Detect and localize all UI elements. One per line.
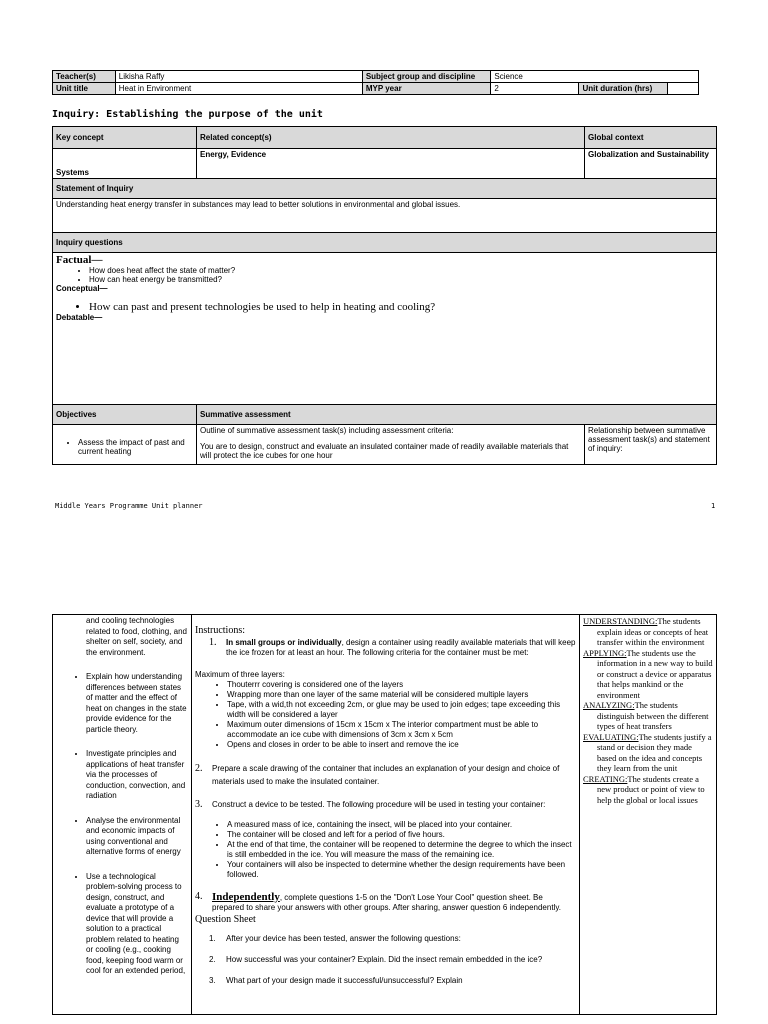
conceptual-list — [56, 301, 713, 313]
step-1 — [195, 638, 576, 658]
objective-item: • Use a technological problem-solving process to design, construct, and evaluate a prototype of a device that will provide a solution to a practical problem related to heating or cooling (e.g., cooking food, keeping food warm or cool for an extended period, — [86, 872, 187, 977]
statement-text: Understanding heat energy transfer in substances may lead to better solutions in environmental and global issues. — [53, 199, 717, 233]
factual-label: Factual— — [56, 254, 103, 266]
subject-label: Subject group and discipline — [362, 71, 491, 83]
global-context-label: Global context — [585, 127, 717, 149]
procedure-item: • A measured mass of ice, containing the insect, will be placed into your container. — [227, 820, 576, 830]
step-1-emphasis: In small groups or individually — [226, 638, 342, 647]
rubric-term: UNDERSTANDING: — [583, 616, 658, 626]
related-concepts-label: Related concept(s) — [197, 127, 585, 149]
rubric-term: APPLYING: — [583, 647, 627, 658]
criteria-item: • Opens and closes in order to be able to insert and remove the ice — [227, 740, 576, 750]
step-4-text: , complete questions 1-5 on the "Don't Lose Your Cool" question sheet. Be prepared to share your answers with other groups. After sharing, answer question 6 independently. — [212, 893, 561, 912]
duration-label: Unit duration (hrs) — [579, 83, 667, 95]
myp-year-value: 2 — [491, 83, 579, 95]
step-number: 2. — [195, 763, 203, 774]
objective-item: • Assess the impact of past and current heating — [78, 438, 193, 456]
step-3 — [195, 800, 576, 810]
statement-label: Statement of Inquiry — [53, 179, 717, 199]
question-item: 2. How successful was your container? Explain. Did the insect remain embedded in the ice? — [209, 955, 543, 964]
procedure-list — [195, 820, 576, 880]
rubric-text: The students use the information in a new way to build or construct a device or apparatus that helps mankind or the environment — [597, 647, 713, 700]
rubric-text: The students justify a stand or decision they made based on the idea and concepts they learn from the unit — [597, 731, 712, 773]
step-number: 1. — [209, 637, 217, 648]
teacher-label: Teacher(s) — [53, 71, 116, 83]
procedure-item: • Your containers will also be inspected to determine whether the design requirements have been followed. — [227, 860, 576, 880]
page-number: 1 — [711, 502, 716, 510]
rubric-text: The students distinguish between the different types of heat transfers — [597, 700, 709, 731]
unit-header-table — [52, 70, 699, 95]
question-sheet-label: Question Sheet — [195, 914, 256, 925]
step-number: 3. — [195, 799, 203, 810]
criteria-item: • Wrapping more than one layer of the same material will be considered multiple layers — [227, 690, 576, 700]
objective-item: • Explain how understanding differences between states of matter and the effect of heat on changes in the state provide evidence for the particle theory. — [86, 672, 187, 735]
section-title: Inquiry: Establishing the purpose of the unit — [52, 109, 323, 120]
step-2 — [195, 762, 576, 788]
step-number: 4. — [195, 891, 203, 902]
summative-task-column — [192, 615, 580, 1015]
step-4-emphasis: Independently — [212, 891, 280, 903]
question-item: 3. What part of your design made it successful/unsuccessful? Explain — [209, 976, 463, 985]
question-text: What part of your design made it successful/unsuccessful? Explain — [226, 976, 463, 985]
rubric-text: The students explain ideas or concepts of heat transfer within the environment — [597, 616, 709, 647]
summative-cell — [197, 425, 585, 465]
key-concept-value: Systems — [53, 149, 197, 179]
unit-title-label: Unit title — [53, 83, 116, 95]
step-4 — [195, 892, 576, 913]
rubric-column — [580, 615, 717, 1015]
summative-outline: Outline of summative assessment task(s) including assessment criteria: — [200, 426, 454, 435]
objectives-column — [53, 615, 192, 1015]
rubric-applying — [583, 648, 713, 701]
instructions-label: Instructions: — [195, 625, 245, 636]
objective-item: • Analyse the environmental and economic impacts of using conventional and alternative forms of energy — [86, 816, 187, 858]
rubric-creating — [583, 774, 713, 806]
related-concepts-value: Energy, Evidence — [197, 149, 585, 179]
duration-value — [667, 83, 698, 95]
objective-item: • Investigate principles and applications of heat transfer via the processes of conduction, convection, and radiation — [86, 749, 187, 802]
inquiry-questions-cell — [53, 253, 717, 405]
factual-question: • How does heat affect the state of matter? — [89, 266, 713, 275]
summative-label: Summative assessment — [197, 405, 717, 425]
objectives-label: Objectives — [53, 405, 197, 425]
rubric-term: EVALUATING: — [583, 731, 639, 742]
conceptual-question: • How can past and present technologies be used to help in heating and cooling? — [89, 301, 713, 313]
rubric-understanding — [583, 616, 713, 648]
myp-year-label: MYP year — [362, 83, 491, 95]
criteria-item: • Thouterrr covering is considered one of the layers — [227, 680, 576, 690]
inquiry-table — [52, 126, 717, 465]
unit-title-value: Heat in Environment — [115, 83, 362, 95]
inquiry-questions-label: Inquiry questions — [53, 233, 717, 253]
step-2-text: Prepare a scale drawing of the container that includes an explanation of your design and choice of materials used to make the insulated container. — [212, 764, 560, 786]
criteria-list — [195, 680, 576, 750]
rubric-term: CREATING: — [583, 773, 628, 784]
criteria-item: • Tape, with a wid,th not exceeding 2cm, or glue may be used to join edges; tape exceeding this width will be considered a layer — [227, 700, 576, 720]
rubric-evaluating — [583, 732, 713, 774]
question-text: After your device has been tested, answer the following questions: — [226, 934, 461, 943]
procedure-item: • At the end of that time, the container will be reopened to determine the degree to which the insect is still embedded in the ice. You will measure the mass of the remaining ice. — [227, 840, 576, 860]
relationship-cell: Relationship between summative assessment task(s) and statement of inquiry: — [585, 425, 717, 465]
conceptual-label: Conceptual— — [56, 284, 108, 293]
question-text: How successful was your container? Explain. Did the insect remain embedded in the ice? — [226, 955, 543, 964]
rubric-term: ANALYZING: — [583, 700, 635, 710]
step-3-text: Construct a device to be tested. The following procedure will be used in testing your container: — [212, 800, 546, 809]
max-layers-label: Maximum of three layers: — [195, 670, 285, 679]
debatable-label: Debatable— — [56, 313, 103, 322]
unit-planner-continuation-table — [52, 614, 717, 1015]
summative-task: You are to design, construct and evaluate an insulated container made of readily available materials that will protect the ice cubes for one hour — [200, 442, 569, 460]
objective-continued: and cooling technologies related to food, clothing, and shelter on self, society, and the environment. — [86, 616, 187, 657]
teacher-value: Likisha Raffy — [115, 71, 362, 83]
question-item: 1. After your device has been tested, answer the following questions: — [209, 934, 461, 943]
procedure-item: • The container will be closed and left for a period of five hours. — [227, 830, 576, 840]
objectives-list — [56, 672, 187, 977]
step-1-text: , design a container using readily available materials that will keep the ice frozen for at least an hour. The following criteria for the container must be met: — [226, 638, 576, 657]
objective-cell — [53, 425, 197, 465]
global-context-value: Globalization and Sustainability — [585, 149, 717, 179]
factual-question: • How can heat energy be transmitted? — [89, 275, 713, 284]
footer-title: Middle Years Programme Unit planner — [55, 502, 203, 510]
rubric-analyzing — [583, 700, 713, 732]
key-concept-label: Key concept — [53, 127, 197, 149]
rubric-text: The students create a new product or point of view to help the global or local issues — [597, 773, 705, 805]
subject-value: Science — [491, 71, 699, 83]
criteria-item: • Maximum outer dimensions of 15cm x 15cm x The interior compartment must be able to accommodate an ice cube with dimensions of 3cm x 3cm x 5cm — [227, 720, 576, 740]
factual-list — [56, 266, 713, 284]
